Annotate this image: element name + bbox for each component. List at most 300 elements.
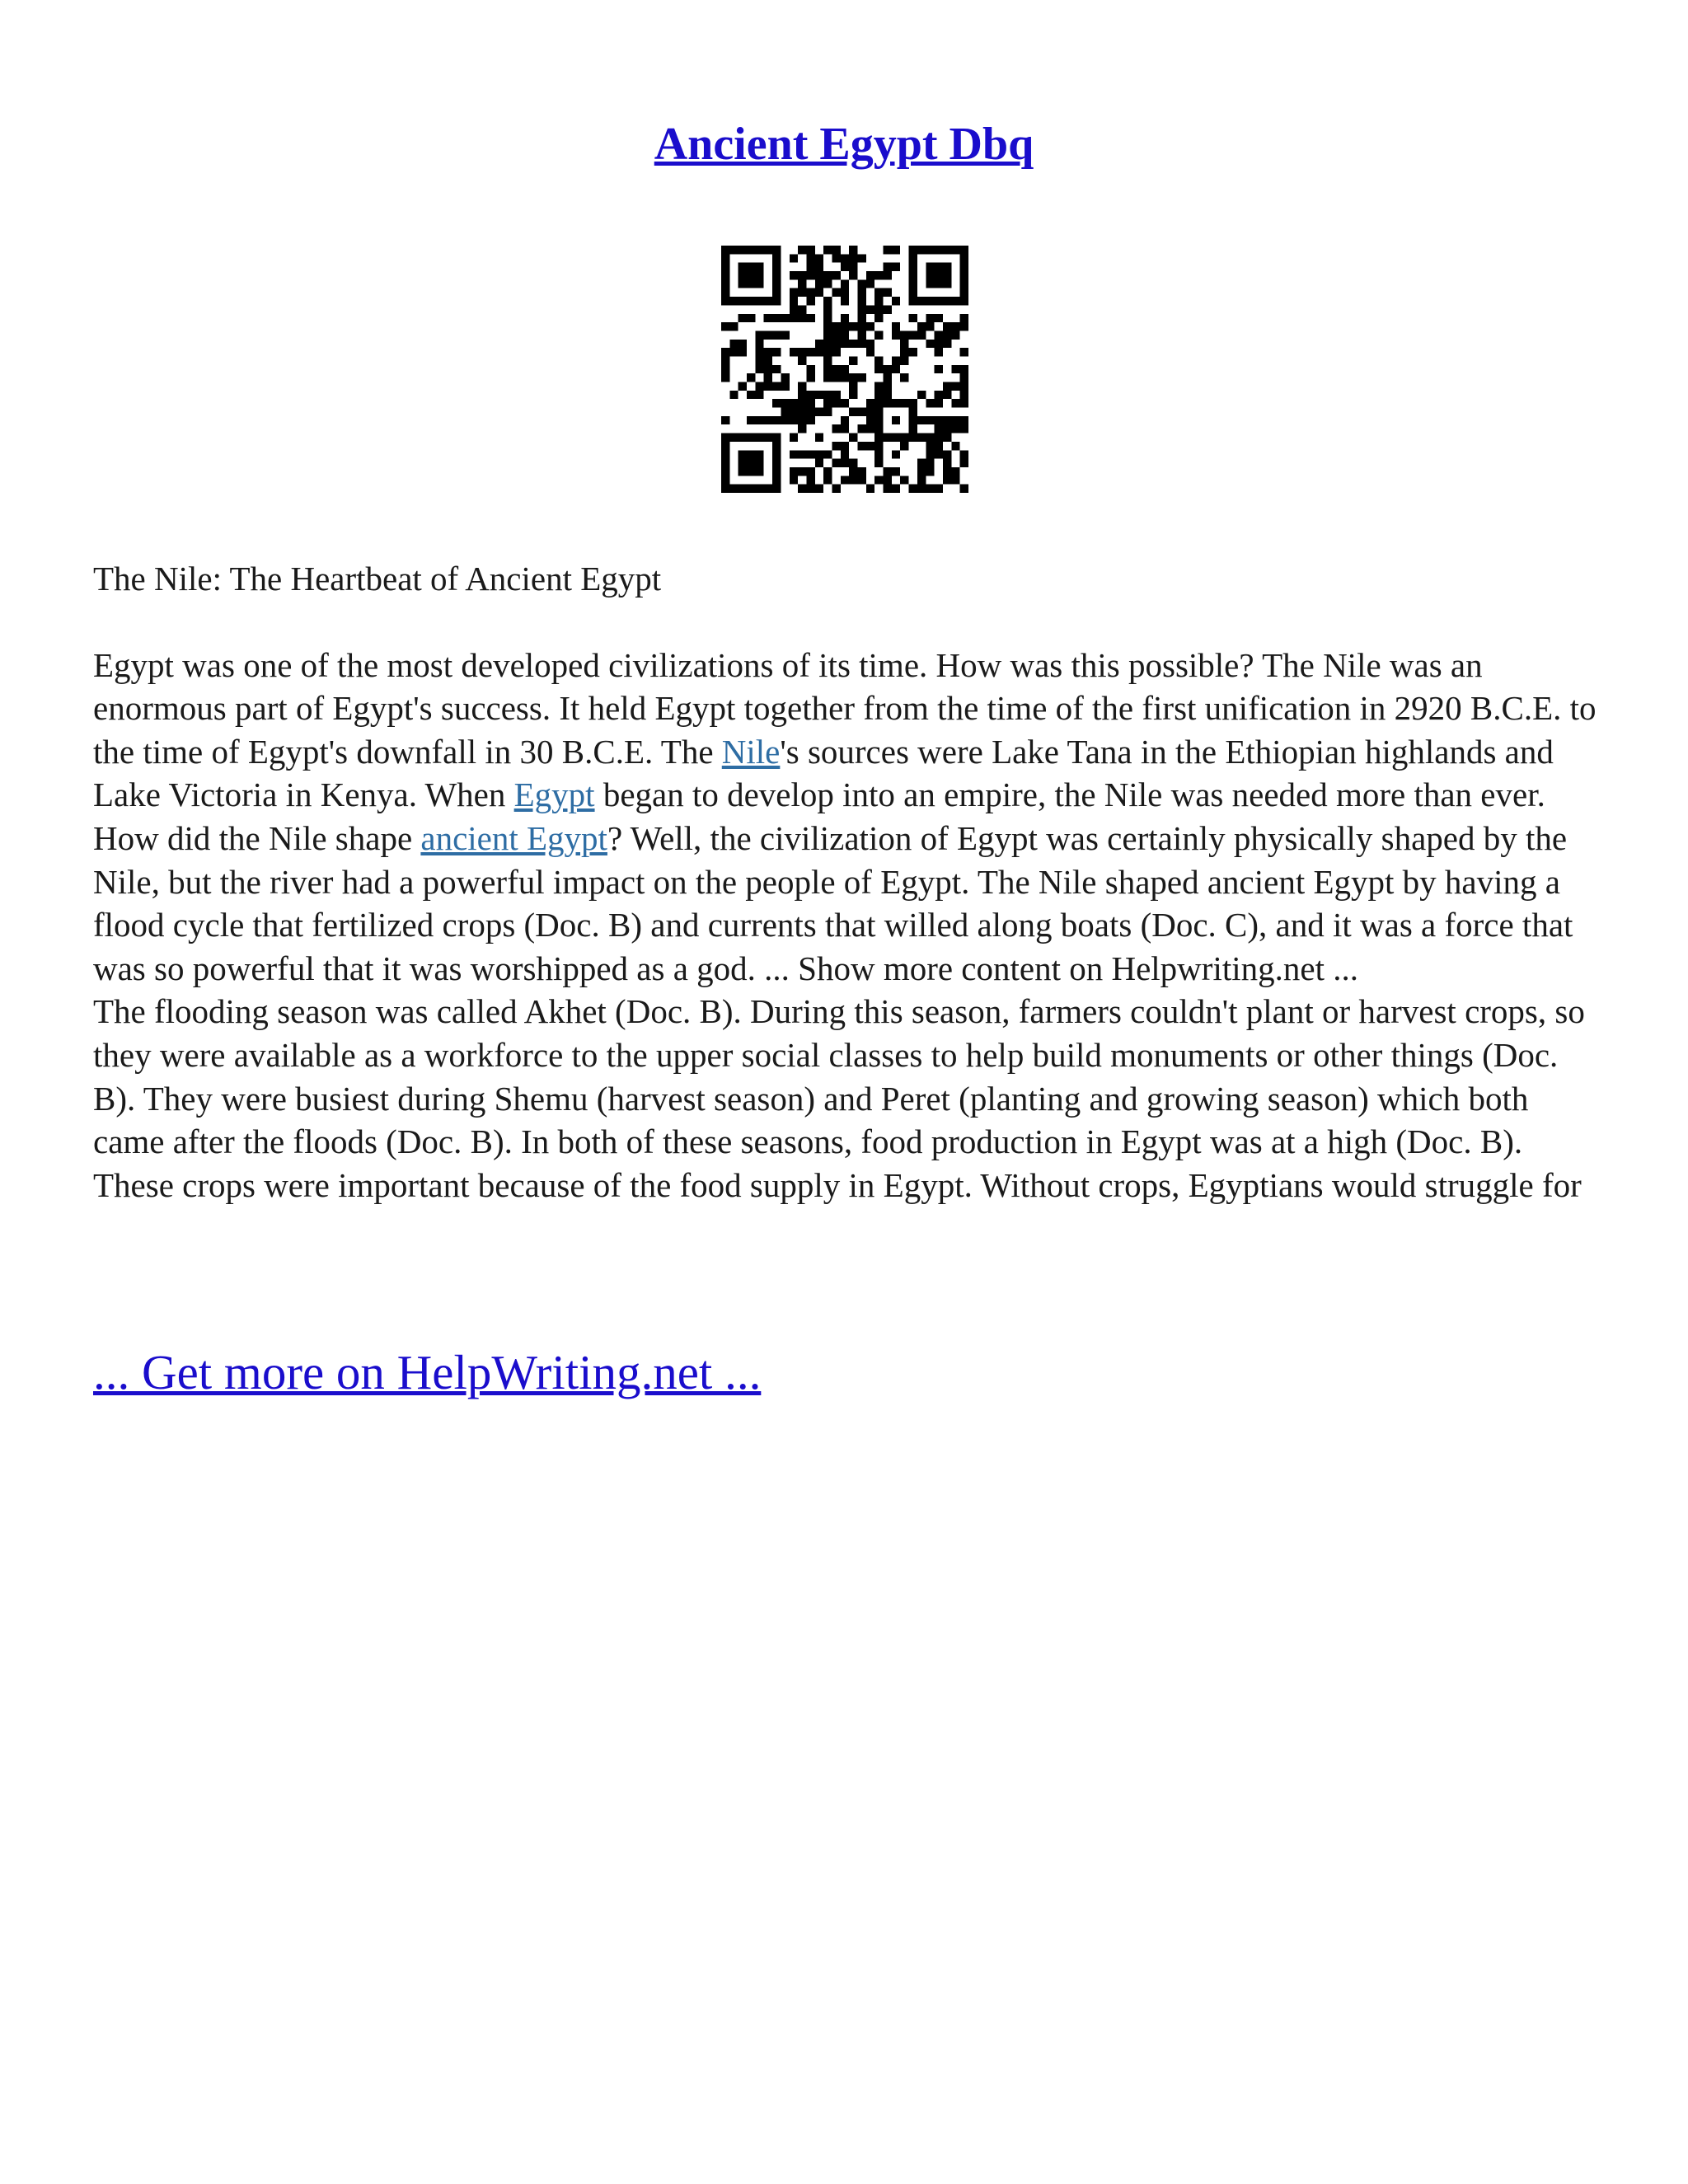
qr-module [772, 246, 781, 254]
qr-module [798, 408, 806, 416]
qr-module [815, 288, 823, 297]
qr-module [917, 246, 926, 254]
qr-module [721, 373, 729, 382]
qr-module [900, 330, 908, 339]
qr-module [917, 434, 926, 442]
qr-module [823, 365, 832, 373]
qr-module [935, 297, 943, 305]
qr-module [849, 340, 857, 348]
qr-module [943, 330, 951, 339]
qr-module [874, 305, 883, 313]
qr-module [832, 424, 840, 433]
qr-module [823, 476, 832, 484]
qr-module [721, 416, 729, 424]
qr-module [951, 246, 959, 254]
qr-module [909, 434, 917, 442]
qr-module [900, 442, 908, 450]
qr-module [815, 485, 823, 493]
qr-module [755, 348, 763, 356]
qr-module [721, 279, 729, 288]
qr-module [884, 485, 892, 493]
qr-module [892, 263, 900, 271]
qr-module [721, 348, 729, 356]
qr-module [951, 322, 959, 330]
qr-module [764, 314, 772, 322]
qr-module [935, 391, 943, 399]
qr-module [747, 263, 755, 271]
qr-module [823, 322, 832, 330]
qr-module [755, 340, 763, 348]
qr-module [841, 399, 849, 407]
qr-module [832, 485, 840, 493]
qr-module [943, 279, 951, 288]
qr-module [943, 297, 951, 305]
qr-module [772, 330, 781, 339]
qr-module [926, 485, 934, 493]
qr-module [866, 399, 874, 407]
qr-module [806, 399, 814, 407]
qr-module [943, 263, 951, 271]
qr-module [909, 408, 917, 416]
qr-module [832, 348, 840, 356]
qr-module [849, 263, 857, 271]
qr-module [798, 416, 806, 424]
qr-module [849, 382, 857, 391]
qr-module [772, 399, 781, 407]
qr-module [900, 399, 908, 407]
qr-module [960, 288, 968, 297]
qr-module [841, 450, 849, 458]
article-subtitle: The Nile: The Heartbeat of Ancient Egypt [93, 560, 662, 598]
qr-module [721, 434, 729, 442]
qr-module [806, 373, 814, 382]
qr-module [866, 408, 874, 416]
qr-module [926, 271, 934, 279]
get-more-link[interactable]: ... Get more on HelpWriting.net ... [93, 1345, 762, 1399]
qr-module [874, 391, 883, 399]
qr-module [909, 348, 917, 356]
qr-module [892, 322, 900, 330]
qr-module [823, 348, 832, 356]
qr-module [935, 442, 943, 450]
qr-module [858, 288, 866, 297]
qr-module [790, 297, 798, 305]
qr-module [721, 459, 729, 467]
qr-module [832, 288, 840, 297]
qr-module [738, 459, 747, 467]
qr-module [815, 340, 823, 348]
qr-module [960, 314, 968, 322]
qr-module [772, 365, 781, 373]
qr-module [806, 391, 814, 399]
qr-module [900, 348, 908, 356]
qr-module [790, 305, 798, 313]
qr-module [738, 450, 747, 458]
qr-module [755, 356, 763, 364]
qr-module [858, 297, 866, 305]
qr-code-image [721, 246, 968, 493]
qr-module [874, 330, 883, 339]
qr-module [772, 297, 781, 305]
qr-module [858, 340, 866, 348]
qr-module [781, 416, 789, 424]
qr-module [772, 476, 781, 484]
qr-module [858, 254, 866, 262]
qr-module [874, 382, 883, 391]
qr-module [909, 330, 917, 339]
qr-module [926, 416, 934, 424]
qr-module [815, 263, 823, 271]
qr-module [858, 476, 866, 484]
qr-module [926, 340, 934, 348]
qr-module [806, 365, 814, 373]
qr-module [755, 459, 763, 467]
qr-module [747, 450, 755, 458]
qr-module [874, 365, 883, 373]
qr-module [738, 348, 747, 356]
page-title [0, 115, 1688, 173]
qr-module [874, 450, 883, 458]
qr-module [764, 330, 772, 339]
qr-module [823, 330, 832, 339]
qr-module [849, 476, 857, 484]
qr-module [892, 485, 900, 493]
paragraph-1-text-a: Egypt was one of the most developed civilizations of its time. How was this possible? The Nile was an enormous part of Egypt's success. It held Egypt together from the time of the first unification in 2920 B.C.E. to the time of Egypt's downfall in 30 B.C.E. The [93, 645, 1597, 771]
qr-module [729, 297, 738, 305]
qr-module [764, 416, 772, 424]
qr-module [909, 271, 917, 279]
qr-module [832, 330, 840, 339]
qr-code [721, 246, 968, 493]
qr-module [926, 322, 934, 330]
qr-module [858, 408, 866, 416]
qr-module [755, 467, 763, 476]
qr-module [841, 459, 849, 467]
qr-module [790, 399, 798, 407]
qr-module [841, 424, 849, 433]
qr-module [823, 314, 832, 322]
qr-module [721, 365, 729, 373]
qr-module [798, 305, 806, 313]
qr-module [790, 348, 798, 356]
qr-module [909, 254, 917, 262]
qr-module [729, 434, 738, 442]
qr-module [858, 330, 866, 339]
paragraph-1-text-b: 's sources were Lake Tana in the Ethiopian highlands and Lake Victoria in Kenya. When [93, 732, 1554, 814]
qr-module [951, 297, 959, 305]
qr-module [798, 246, 806, 254]
qr-module [884, 476, 892, 484]
qr-module [781, 399, 789, 407]
qr-module [951, 467, 959, 476]
qr-module [798, 382, 806, 391]
qr-module [917, 330, 926, 339]
qr-module [892, 356, 900, 364]
qr-module [823, 340, 832, 348]
qr-module [832, 340, 840, 348]
qr-module [806, 271, 814, 279]
qr-module [884, 246, 892, 254]
qr-module [832, 442, 840, 450]
qr-module [721, 271, 729, 279]
qr-module [815, 408, 823, 416]
qr-module [747, 246, 755, 254]
qr-module [926, 442, 934, 450]
qr-module [721, 246, 729, 254]
qr-module [772, 263, 781, 271]
qr-module [858, 305, 866, 313]
qr-module [943, 434, 951, 442]
qr-module [892, 467, 900, 476]
qr-module [960, 373, 968, 382]
link-ancient-egypt[interactable]: ancient Egypt [420, 818, 607, 857]
qr-module [951, 382, 959, 391]
qr-module [935, 314, 943, 322]
qr-module [747, 279, 755, 288]
qr-module [849, 254, 857, 262]
qr-module [935, 434, 943, 442]
qr-module [798, 467, 806, 476]
qr-module [943, 459, 951, 467]
qr-module [729, 391, 738, 399]
qr-module [764, 365, 772, 373]
qr-module [772, 450, 781, 458]
qr-module [747, 416, 755, 424]
paragraph-1-text-d: ? Well, the civilization of Egypt was certainly physically shaped by the Nile, but the river had a powerful impact on the people of Egypt. The Nile shaped ancient Egypt by having a flood cycle that fertilized crops (Doc. B) and currents that willed along boats (Doc. C), and it was a force that was so powerful that it was worshipped as a god. ... Show more content on Helpwriting.net ... [93, 818, 1573, 987]
qr-module [798, 279, 806, 288]
qr-module [755, 263, 763, 271]
qr-module [943, 416, 951, 424]
qr-module [790, 416, 798, 424]
qr-module [781, 314, 789, 322]
qr-module [790, 314, 798, 322]
qr-module [849, 408, 857, 416]
qr-module [747, 467, 755, 476]
qr-module [900, 476, 908, 484]
qr-module [721, 450, 729, 458]
qr-module [892, 450, 900, 458]
qr-module [926, 467, 934, 476]
qr-module [935, 485, 943, 493]
qr-module [874, 408, 883, 416]
qr-module [806, 254, 814, 262]
qr-module [764, 485, 772, 493]
qr-module [832, 459, 840, 467]
more-link-wrap [93, 1343, 761, 1401]
qr-module [858, 322, 866, 330]
qr-module [849, 434, 857, 442]
qr-module [721, 288, 729, 297]
qr-module [772, 382, 781, 391]
qr-module [951, 476, 959, 484]
qr-module [798, 356, 806, 364]
qr-module [823, 271, 832, 279]
qr-module [960, 322, 968, 330]
qr-module [823, 246, 832, 254]
qr-module [798, 348, 806, 356]
qr-module [738, 297, 747, 305]
qr-module [935, 424, 943, 433]
qr-module [841, 442, 849, 450]
qr-module [823, 279, 832, 288]
qr-module [823, 467, 832, 476]
qr-module [721, 476, 729, 484]
qr-module [755, 391, 763, 399]
link-nile[interactable]: Nile [721, 732, 781, 771]
qr-module [909, 314, 917, 322]
qr-module [738, 271, 747, 279]
qr-module [935, 399, 943, 407]
qr-module [926, 450, 934, 458]
qr-module [874, 356, 883, 364]
qr-module [781, 382, 789, 391]
qr-module [909, 399, 917, 407]
qr-module [943, 467, 951, 476]
qr-module [900, 434, 908, 442]
qr-module [909, 297, 917, 305]
qr-module [738, 314, 747, 322]
qr-module [721, 356, 729, 364]
qr-module [772, 485, 781, 493]
qr-module [790, 288, 798, 297]
qr-module [764, 348, 772, 356]
qr-module [823, 391, 832, 399]
qr-module [935, 416, 943, 424]
qr-module [960, 424, 968, 433]
qr-module [917, 467, 926, 476]
paragraph-1-text-c: began to develop into an empire, the Nile was needed more than ever. How did the Nile shape [93, 776, 1545, 857]
qr-module [874, 434, 883, 442]
qr-module [849, 356, 857, 364]
qr-module [884, 365, 892, 373]
qr-module [892, 365, 900, 373]
link-egypt[interactable]: Egypt [513, 776, 595, 814]
qr-module [884, 434, 892, 442]
qr-module [721, 467, 729, 476]
qr-module [790, 434, 798, 442]
qr-module [772, 288, 781, 297]
qr-module [849, 246, 857, 254]
qr-module [960, 416, 968, 424]
qr-module [874, 314, 883, 322]
qr-module [951, 424, 959, 433]
qr-module [874, 459, 883, 467]
paragraph-2: The flooding season was called Akhet (Doc. B). During this season, farmers couldn't plant or harvest crops, so they were available as a workforce to the upper social classes to help build monuments or other things (Doc. B). They were busiest during Shemu (harvest season) and Peret (planting and growing season) which both came after the floods (Doc. B). In both of these seasons, food production in Egypt was at a high (Doc. B). These crops were important because of the food supply in Egypt. Without crops, Egyptians would struggle for [93, 992, 1585, 1204]
qr-module [729, 348, 738, 356]
qr-module [841, 416, 849, 424]
qr-module [909, 288, 917, 297]
qr-module [823, 399, 832, 407]
qr-module [943, 424, 951, 433]
qr-module [926, 279, 934, 288]
qr-module [747, 391, 755, 399]
qr-module [798, 399, 806, 407]
qr-module [832, 322, 840, 330]
qr-module [790, 450, 798, 458]
qr-module [884, 399, 892, 407]
qr-module [960, 254, 968, 262]
qr-module [884, 288, 892, 297]
qr-module [866, 442, 874, 450]
qr-module [823, 297, 832, 305]
qr-module [806, 416, 814, 424]
qr-module [755, 485, 763, 493]
qr-module [909, 263, 917, 271]
qr-module [943, 340, 951, 348]
qr-module [866, 340, 874, 348]
qr-module [841, 365, 849, 373]
qr-module [917, 322, 926, 330]
qr-module [721, 254, 729, 262]
qr-module [798, 314, 806, 322]
qr-module [841, 279, 849, 288]
qr-module [900, 373, 908, 382]
qr-module [772, 271, 781, 279]
qr-module [892, 297, 900, 305]
qr-module [747, 297, 755, 305]
qr-module [917, 476, 926, 484]
qr-module [764, 356, 772, 364]
qr-module [755, 271, 763, 279]
qr-module [721, 485, 729, 493]
qr-module [841, 297, 849, 305]
qr-module [832, 373, 840, 382]
qr-module [832, 246, 840, 254]
qr-module [841, 263, 849, 271]
qr-module [738, 246, 747, 254]
qr-module [798, 485, 806, 493]
qr-module [951, 442, 959, 450]
qr-module [823, 356, 832, 364]
qr-module [900, 340, 908, 348]
qr-module [935, 279, 943, 288]
qr-module [960, 459, 968, 467]
qr-module [832, 271, 840, 279]
qr-module [900, 356, 908, 364]
qr-module [747, 485, 755, 493]
qr-module [815, 348, 823, 356]
qr-module [892, 330, 900, 339]
qr-module [917, 459, 926, 467]
qr-module [892, 416, 900, 424]
qr-module [747, 271, 755, 279]
qr-module [721, 297, 729, 305]
qr-module [841, 254, 849, 262]
title-link[interactable]: Ancient Egypt Dbq [654, 119, 1034, 170]
qr-module [960, 391, 968, 399]
qr-module [935, 263, 943, 271]
qr-module [806, 476, 814, 484]
qr-module [738, 382, 747, 391]
qr-module [884, 391, 892, 399]
qr-module [866, 279, 874, 288]
qr-module [806, 314, 814, 322]
qr-module [729, 485, 738, 493]
qr-module [772, 434, 781, 442]
qr-module [721, 442, 729, 450]
qr-module [874, 399, 883, 407]
qr-module [960, 450, 968, 458]
qr-module [738, 263, 747, 271]
qr-module [849, 391, 857, 399]
qr-module [909, 416, 917, 424]
qr-module [884, 467, 892, 476]
qr-module [960, 279, 968, 288]
qr-module [926, 263, 934, 271]
qr-module [909, 424, 917, 433]
qr-module [755, 279, 763, 288]
qr-module [841, 476, 849, 484]
